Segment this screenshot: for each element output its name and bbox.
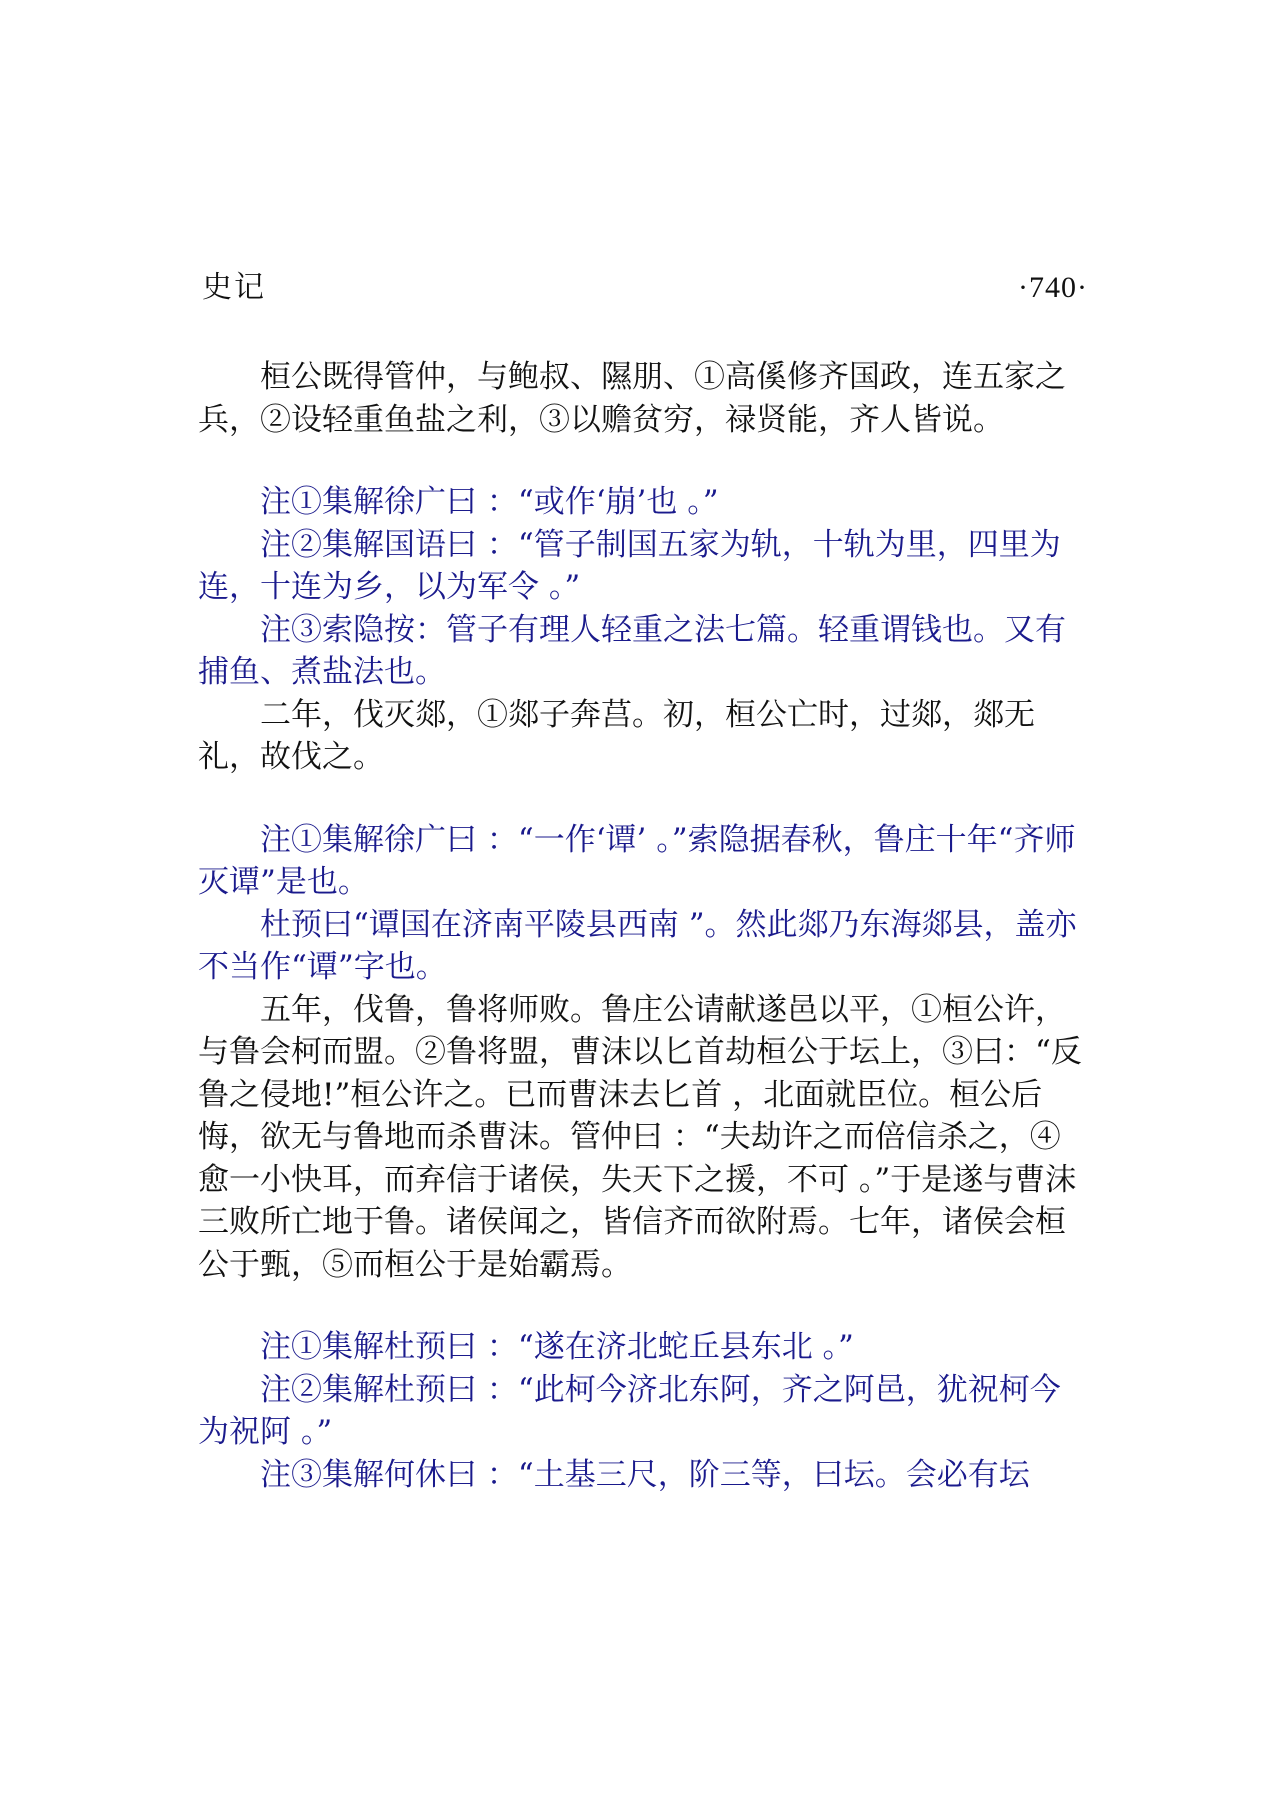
annotation-paragraph: 注②集解国语曰 ：“管子制国五家为轨，十轨为里，四里为连，十连为乡，以为军令 。” [198, 526, 1061, 605]
main-text-paragraph: 五年，伐鲁，鲁将师败。鲁庄公请献遂邑以平，①桓公许，与鲁会柯而盟。②鲁将盟，曹沫以匕首劫桓公于坛上，③曰：“反鲁之侵地!”桓公许之。已而曹沫去匕首 ，北面就臣位。桓公后悔，欲无与鲁地而杀曹沫。管仲曰 ：“夫劫许之而倍信杀之，④愈一小快耳，而弃信于诸侯，失天下之援，不可 。”于是遂与曹沫三败所亡地于鲁。诸侯闻之，皆信齐而欲附焉。七年，诸侯会桓公于甄，⑤而桓公于是始霸焉。 [198, 991, 1082, 1283]
annotation-paragraph: 注①集解徐广曰 ：“或作‘崩’也 。” [260, 484, 719, 520]
paragraph-gap [198, 779, 1088, 819]
page-number: ·740· [1018, 271, 1088, 304]
annotation-paragraph: 注①集解杜预曰 ：“遂在济北蛇丘县东北 。” [260, 1329, 854, 1365]
annotation-paragraph: 注①集解徐广曰 ：“一作‘谭’ 。”索隐据春秋，鲁庄十年“齐师灭谭”是也。 [198, 821, 1076, 900]
page-content [198, 356, 1088, 1496]
annotation-paragraph: 杜预曰“谭国在济南平陵县西南 ”。然此郯乃东海郯县，盖亦不当作“谭”字也。 [198, 906, 1077, 985]
annotation-paragraph: 注③集解何休曰 ：“土基三尺，阶三等，曰坛。会必有坛 [260, 1456, 1030, 1493]
annotation-paragraph: 注③索隐按：管子有理人轻重之法七篇。轻重谓钱也。又有捕鱼、煮盐法也。 [198, 611, 1066, 690]
book-title: 史记 [202, 270, 266, 305]
main-text-paragraph: 桓公既得管仲，与鲍叔、隰朋、①高傒修齐国政，连五家之兵，②设轻重鱼盐之利，③以赡贫穷，禄贤能，齐人皆说。 [198, 359, 1066, 438]
paragraph-gap [198, 1286, 1088, 1326]
document-page [198, 268, 1088, 1496]
annotation-paragraph: 注②集解杜预曰 ：“此柯今济北东阿，齐之阿邑，犹祝柯今为祝阿 。” [198, 1371, 1061, 1450]
main-text-paragraph: 二年，伐灭郯，①郯子奔莒。初，桓公亡时，过郯，郯无礼，故伐之。 [198, 696, 1035, 775]
paragraph-gap [198, 441, 1088, 481]
page-header [198, 268, 1088, 318]
